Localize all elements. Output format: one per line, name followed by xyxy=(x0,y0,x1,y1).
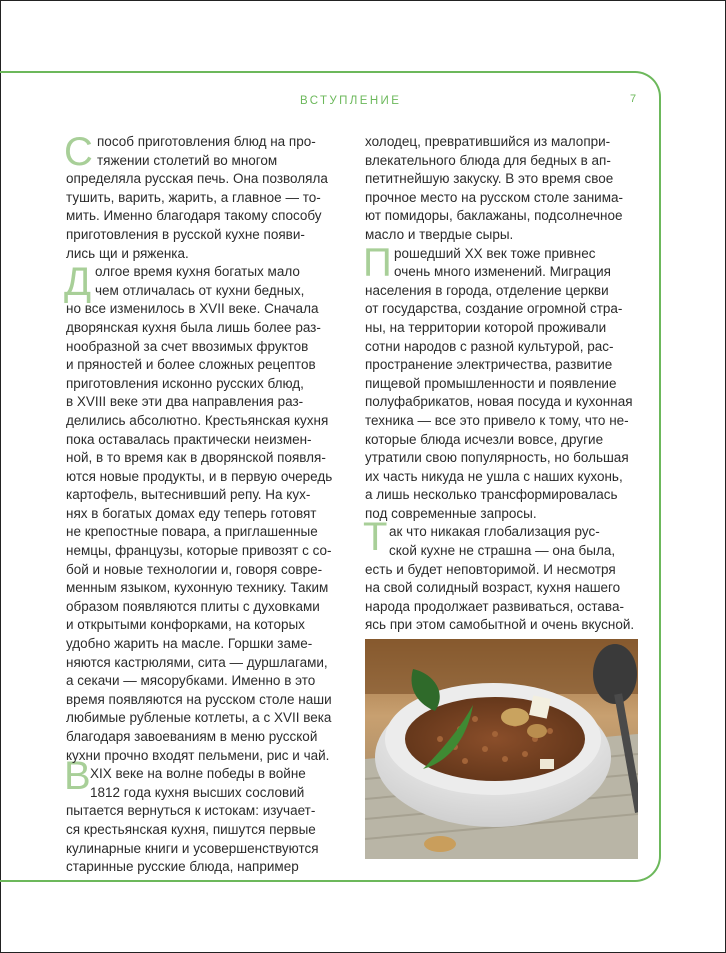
text-line: сотни народов с разной культурой, рас- xyxy=(365,338,614,354)
text-line: ся крестьянская кухня, пишутся первые xyxy=(66,821,316,837)
text-line: полуфабрикатов, новая посуда и кухонная xyxy=(365,394,633,410)
text-line: их часть никуда не ушла с наших кухонь, xyxy=(365,468,623,484)
text-line: и открытыми конфорками, на которых xyxy=(66,617,305,633)
text-line: населения в города, отделение церкви xyxy=(365,282,609,298)
text-line: техника — все это привело к тому, что не- xyxy=(365,412,629,428)
text-line: есть и будет неповторимой. И несмотря xyxy=(365,561,616,577)
text-line: пока оставалась практически неизмен- xyxy=(66,431,312,447)
text-line: в XVIII веке эти два направления раз- xyxy=(66,394,304,410)
text-line: тяжении столетий во многом xyxy=(97,152,278,168)
text-line: делились абсолютно. Крестьянская кухня xyxy=(66,412,329,428)
text-line: ны, на территории которой проживали xyxy=(365,319,607,335)
text-line: кулинарные книги и усовершенствуются xyxy=(66,840,319,856)
text-line: ясь при этом самобытной и очень вкусной. xyxy=(365,617,635,633)
text-line: пространение электричества, развитие xyxy=(365,357,613,373)
text-line: время появляются на русском столе наши xyxy=(66,691,332,707)
text-line: менным языком, кухонную технику. Таким xyxy=(66,580,329,596)
text-line: дворянская кухня была лишь более раз- xyxy=(66,319,321,335)
text-line: которые блюда исчезли вовсе, другие xyxy=(365,431,604,447)
text-line: образом появляются плиты с духовками xyxy=(66,598,320,614)
text-line: няются кастрюлями, сита — дуршлагами, xyxy=(66,654,328,670)
text-line: на свой солидный возраст, кухня нашего xyxy=(365,580,621,596)
right-column xyxy=(365,133,634,635)
text-line: ют помидоры, баклажаны, подсолнечное xyxy=(365,208,623,224)
text-line: тушить, варить, жарить, а главное — то- xyxy=(66,189,321,205)
text-line: картофель, вытеснивший репу. На кух- xyxy=(66,487,311,503)
text-line: ской кухне не страшна — она была, xyxy=(389,543,616,559)
text-line: под современные запросы. xyxy=(365,505,537,521)
text-line: утратили свою популярность, но большая xyxy=(365,450,629,466)
dropcap-v: В xyxy=(64,754,91,798)
text-line: и пряностей и более сложных рецептов xyxy=(66,357,316,373)
text-line: ак что никакая глобализация рус- xyxy=(389,524,600,540)
page-number: 7 xyxy=(630,93,637,105)
text-line: но все изменилось в XVII веке. Сначала xyxy=(66,301,319,317)
text-line: старинные русские блюда, например xyxy=(66,859,299,875)
text-line: чем отличалась от кухни бедных, xyxy=(95,282,305,298)
text-line: рошедший XX век тоже привнес xyxy=(394,245,596,261)
section-title: ВСТУПЛЕНИЕ xyxy=(300,95,402,107)
left-column xyxy=(64,130,333,877)
text-line: олгое время кухня богатых мало xyxy=(95,264,300,280)
text-line: народа продолжает развиваться, остава- xyxy=(365,598,624,614)
text-line: ной, в то время как в дворянской появля- xyxy=(66,450,326,466)
text-line: влекательного блюда для бедных в ап- xyxy=(365,152,611,168)
text-line: бой и новые технологии и, говоря совре- xyxy=(66,561,323,577)
text-line: мить. Именно благодаря такому способу xyxy=(66,208,322,224)
text-line: нях в богатых домах еду теперь готовят xyxy=(66,505,317,521)
text-line: прочное место на русском столе занима- xyxy=(365,189,623,205)
text-line: а секачи — мясорубками. Именно в это xyxy=(66,673,316,689)
text-line: а лишь несколько трансформировалась xyxy=(365,487,618,503)
text-line: XIX веке на волне победы в войне xyxy=(90,766,306,782)
buckwheat-bowl-photo xyxy=(365,639,638,859)
text-line: удобно жарить на масле. Горшки заме- xyxy=(66,636,313,652)
dropcap-t: Т xyxy=(363,515,388,559)
text-line: холодец, превратившийся из малопри- xyxy=(365,134,611,149)
text-line: определяла русская печь. Она позволяла xyxy=(66,171,328,187)
text-line: ются новые продукты, и в первую очередь xyxy=(66,468,333,484)
text-line: любимые рубленые котлеты, а с XVII века xyxy=(66,710,332,726)
text-line: приготовления в русской кухне появи- xyxy=(66,226,305,242)
text-line: кухни прочно входят пельмени, рис и чай. xyxy=(66,747,330,763)
text-line: пособ приготовления блюд на про- xyxy=(97,134,316,149)
text-line: не крепостные повара, а приглашенные xyxy=(66,524,318,540)
text-line: петитнейшую закуску. В это время свое xyxy=(365,171,614,187)
text-line: благодаря завоеваниям в меню русской xyxy=(66,729,318,744)
text-line: пытается вернуться к истокам: изучает- xyxy=(66,803,316,819)
text-line: нообразной за счет ввозимых фруктов xyxy=(66,338,309,354)
text-line: пищевой промышленности и появление xyxy=(365,375,617,391)
dropcap-p: П xyxy=(363,241,392,285)
text-line: 1812 года кухня высших сословий xyxy=(90,784,305,800)
text-line: очень много изменений. Миграция xyxy=(394,264,611,280)
text-line: масло и твердые сыры. xyxy=(365,226,514,242)
text-line: приготовления исконно русских блюд, xyxy=(66,375,304,391)
text-line: лись щи и ряженка. xyxy=(66,245,189,261)
dropcap-d: Д xyxy=(64,260,92,304)
text-line: от государства, создание огромной стра- xyxy=(365,301,623,317)
text-line: немцы, французы, которые привозят с со- xyxy=(66,543,332,559)
dropcap-s: С xyxy=(64,130,93,174)
